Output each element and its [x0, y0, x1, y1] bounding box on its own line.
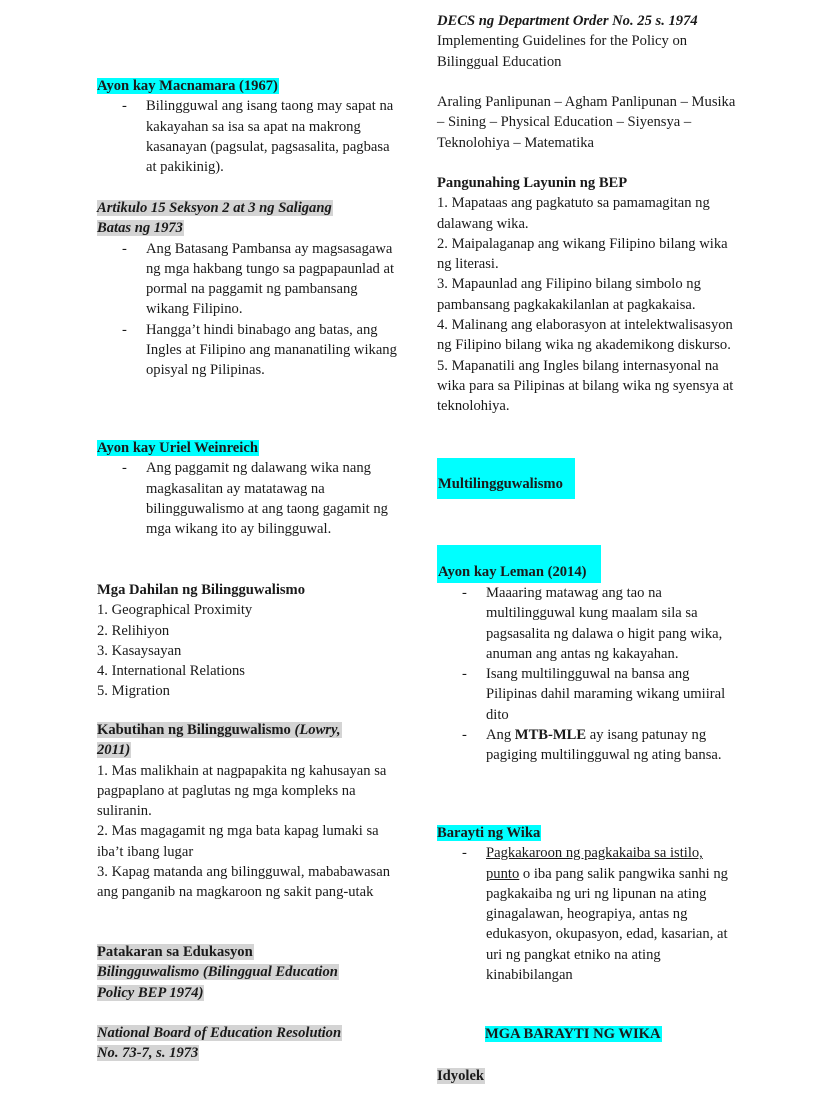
macnamara-bullets — [97, 96, 397, 177]
heading-mga-barayti: MGA BARAYTI NG WIKA — [485, 1026, 661, 1042]
list-item: - Isang multilingguwal na bansa ang Pilipinas dahil maraming wikang umiiral dito — [437, 664, 737, 725]
heading-patakaran-line1: Patakaran sa Edukasyon — [97, 944, 253, 960]
list-item: 3. Mapaunlad ang Filipino bilang simbolo ng pambansang pagkakakilanlan at pagkakaisa. — [437, 276, 701, 313]
section-leman — [437, 545, 737, 766]
decs-subtitle: Implementing Guidelines for the Policy on Bilinggual Education — [437, 33, 688, 70]
heading-multilingguwalismo: Multilingguwalismo — [437, 458, 575, 499]
heading-barayti: Barayti ng Wika — [437, 825, 541, 841]
list-item: 4. Malinang ang elaborasyon at intelektwalisasyon ng Filipino bilang wika ng akademikong diskurso. — [437, 317, 733, 354]
artikulo-bullets — [97, 239, 397, 381]
heading-patakaran-line3: Policy BEP 1974) — [97, 984, 204, 1001]
leman-bullets — [437, 583, 737, 766]
list-item: - Maaaring matawag ang tao na multilingguwal kung maalam sila sa pagsasalita ng dalawa o higit pang wika, anuman ang antas ng kakayahan. — [437, 583, 737, 664]
list-item: 5. Migration — [97, 683, 170, 700]
section-patakaran — [97, 942, 397, 1003]
underlined-phrase: Pagkakaroon ng pagkakaiba sa istilo, punto — [486, 845, 703, 882]
list-item: 1. Geographical Proximity — [97, 602, 253, 619]
section-decs — [437, 11, 737, 72]
list-item: 1. Mapataas ang pagkatuto sa pamamagitan ng dalawang wika. — [437, 195, 710, 232]
heading-patakaran-line2: Bilingguwalismo (Bilinggual Education — [97, 964, 338, 981]
list-item: - Hangga’t hindi binabago ang batas, ang Ingles at Filipino ang mananatiling wikang opisyal ng Pilipinas. — [97, 320, 397, 381]
list-item: 5. Mapanatili ang Ingles bilang internasyonal na wika para sa Pilipinas at bilang wika ng syensya at teknolohiya. — [437, 357, 734, 415]
list-item: - Pagkakaroon ng pagkakaiba sa istilo, punto o iba pang salik pangwika sanhi ng pagkakaiba ng uri ng lipunan na ating ginagalawan, heograpiya, antas ng edukasyon, okupasyon, edad, kasarian, at uri ng pangkat etniko na ating kinabibilangan — [437, 843, 737, 985]
heading-macnamara: Ayon kay Macnamara (1967) — [97, 78, 278, 94]
heading-weinreich: Ayon kay Uriel Weinreich — [97, 440, 258, 456]
heading-artikulo-line1: Artikulo 15 Seksyon 2 at 3 ng Saligang — [97, 200, 332, 216]
section-macnamara — [97, 76, 397, 177]
list-item: 1. Mas malikhain at nagpapakita ng kahusayan sa pagpaplano at paglutas ng mga kompleks na suliranin. — [97, 762, 387, 820]
subjects-list: Araling Panlipunan – Agham Panlipunan – Musika – Sining – Physical Education – Siyensya – Teknolohiya – Matematika — [437, 94, 736, 151]
list-item: 2. Maipalaganap ang wikang Filipino bilang wika ng literasi. — [437, 235, 728, 273]
section-idyolek — [437, 1066, 737, 1086]
section-artikulo — [97, 198, 397, 381]
heading-artikulo-line2: Batas ng 1973 — [97, 220, 183, 237]
weinreich-bullets — [97, 458, 397, 539]
section-layunin — [437, 173, 737, 417]
mtb-mle-term: MTB-MLE — [514, 727, 587, 744]
heading-leman: Ayon kay Leman (2014) — [437, 545, 601, 583]
list-item: 3. Kapag matanda ang bilingguwal, mababawasan ang panganib na magkaroon ng sakit pang-utak — [97, 864, 390, 901]
heading-idyolek: Idyolek — [437, 1068, 485, 1084]
heading-nbe-line1: National Board of Education Resolution — [97, 1025, 342, 1041]
section-barayti — [437, 823, 737, 985]
section-multilingguwalismo — [437, 458, 737, 499]
barayti-bullets — [437, 843, 737, 985]
section-nbe — [97, 1023, 397, 1064]
list-item: - Ang MTB-MLE ay isang patunay ng pagiging multilingguwal ng ating bansa. — [437, 725, 737, 766]
section-mga-barayti — [485, 1024, 735, 1044]
heading-layunin: Pangunahing Layunin ng BEP — [437, 175, 628, 191]
section-subjects — [437, 92, 737, 153]
heading-kabutihan: Kabutihan ng Bilingguwalismo (Lowry, — [97, 722, 341, 738]
section-kabutihan — [97, 720, 397, 903]
heading-nbe-line2: No. 73-7, s. 1973 — [97, 1045, 199, 1062]
list-item: - Ang Batasang Pambansa ay magsasagawa ng mga hakbang tungo sa pagpapaunlad at pormal na paggamit ng pambansang wikang Filipino. — [97, 239, 397, 320]
list-item: 4. International Relations — [97, 663, 245, 680]
list-item: - Bilingguwal ang isang taong may sapat na kakayahan sa isa sa apat na makrong kasanayan (pagsulat, pagsasalita, pagbasa at pakikinig). — [97, 96, 397, 177]
heading-decs: DECS ng Department Order No. 25 s. 1974 — [437, 13, 698, 29]
heading-dahilan: Mga Dahilan ng Bilingguwalismo — [97, 582, 306, 598]
list-item: 3. Kasaysayan — [97, 642, 182, 659]
list-item: - Ang paggamit ng dalawang wika nang magkasalitan ay matatawag na bilingguwalismo at ang taong gagamit ng mga wikang ito ay bilingguwal. — [97, 458, 397, 539]
section-weinreich — [97, 438, 397, 539]
list-item: 2. Relihiyon — [97, 622, 170, 639]
heading-kabutihan-line2: 2011) — [97, 742, 131, 759]
list-item: 2. Mas magagamit ng mga bata kapag lumaki sa iba’t ibang lugar — [97, 823, 379, 860]
section-dahilan — [97, 580, 397, 702]
